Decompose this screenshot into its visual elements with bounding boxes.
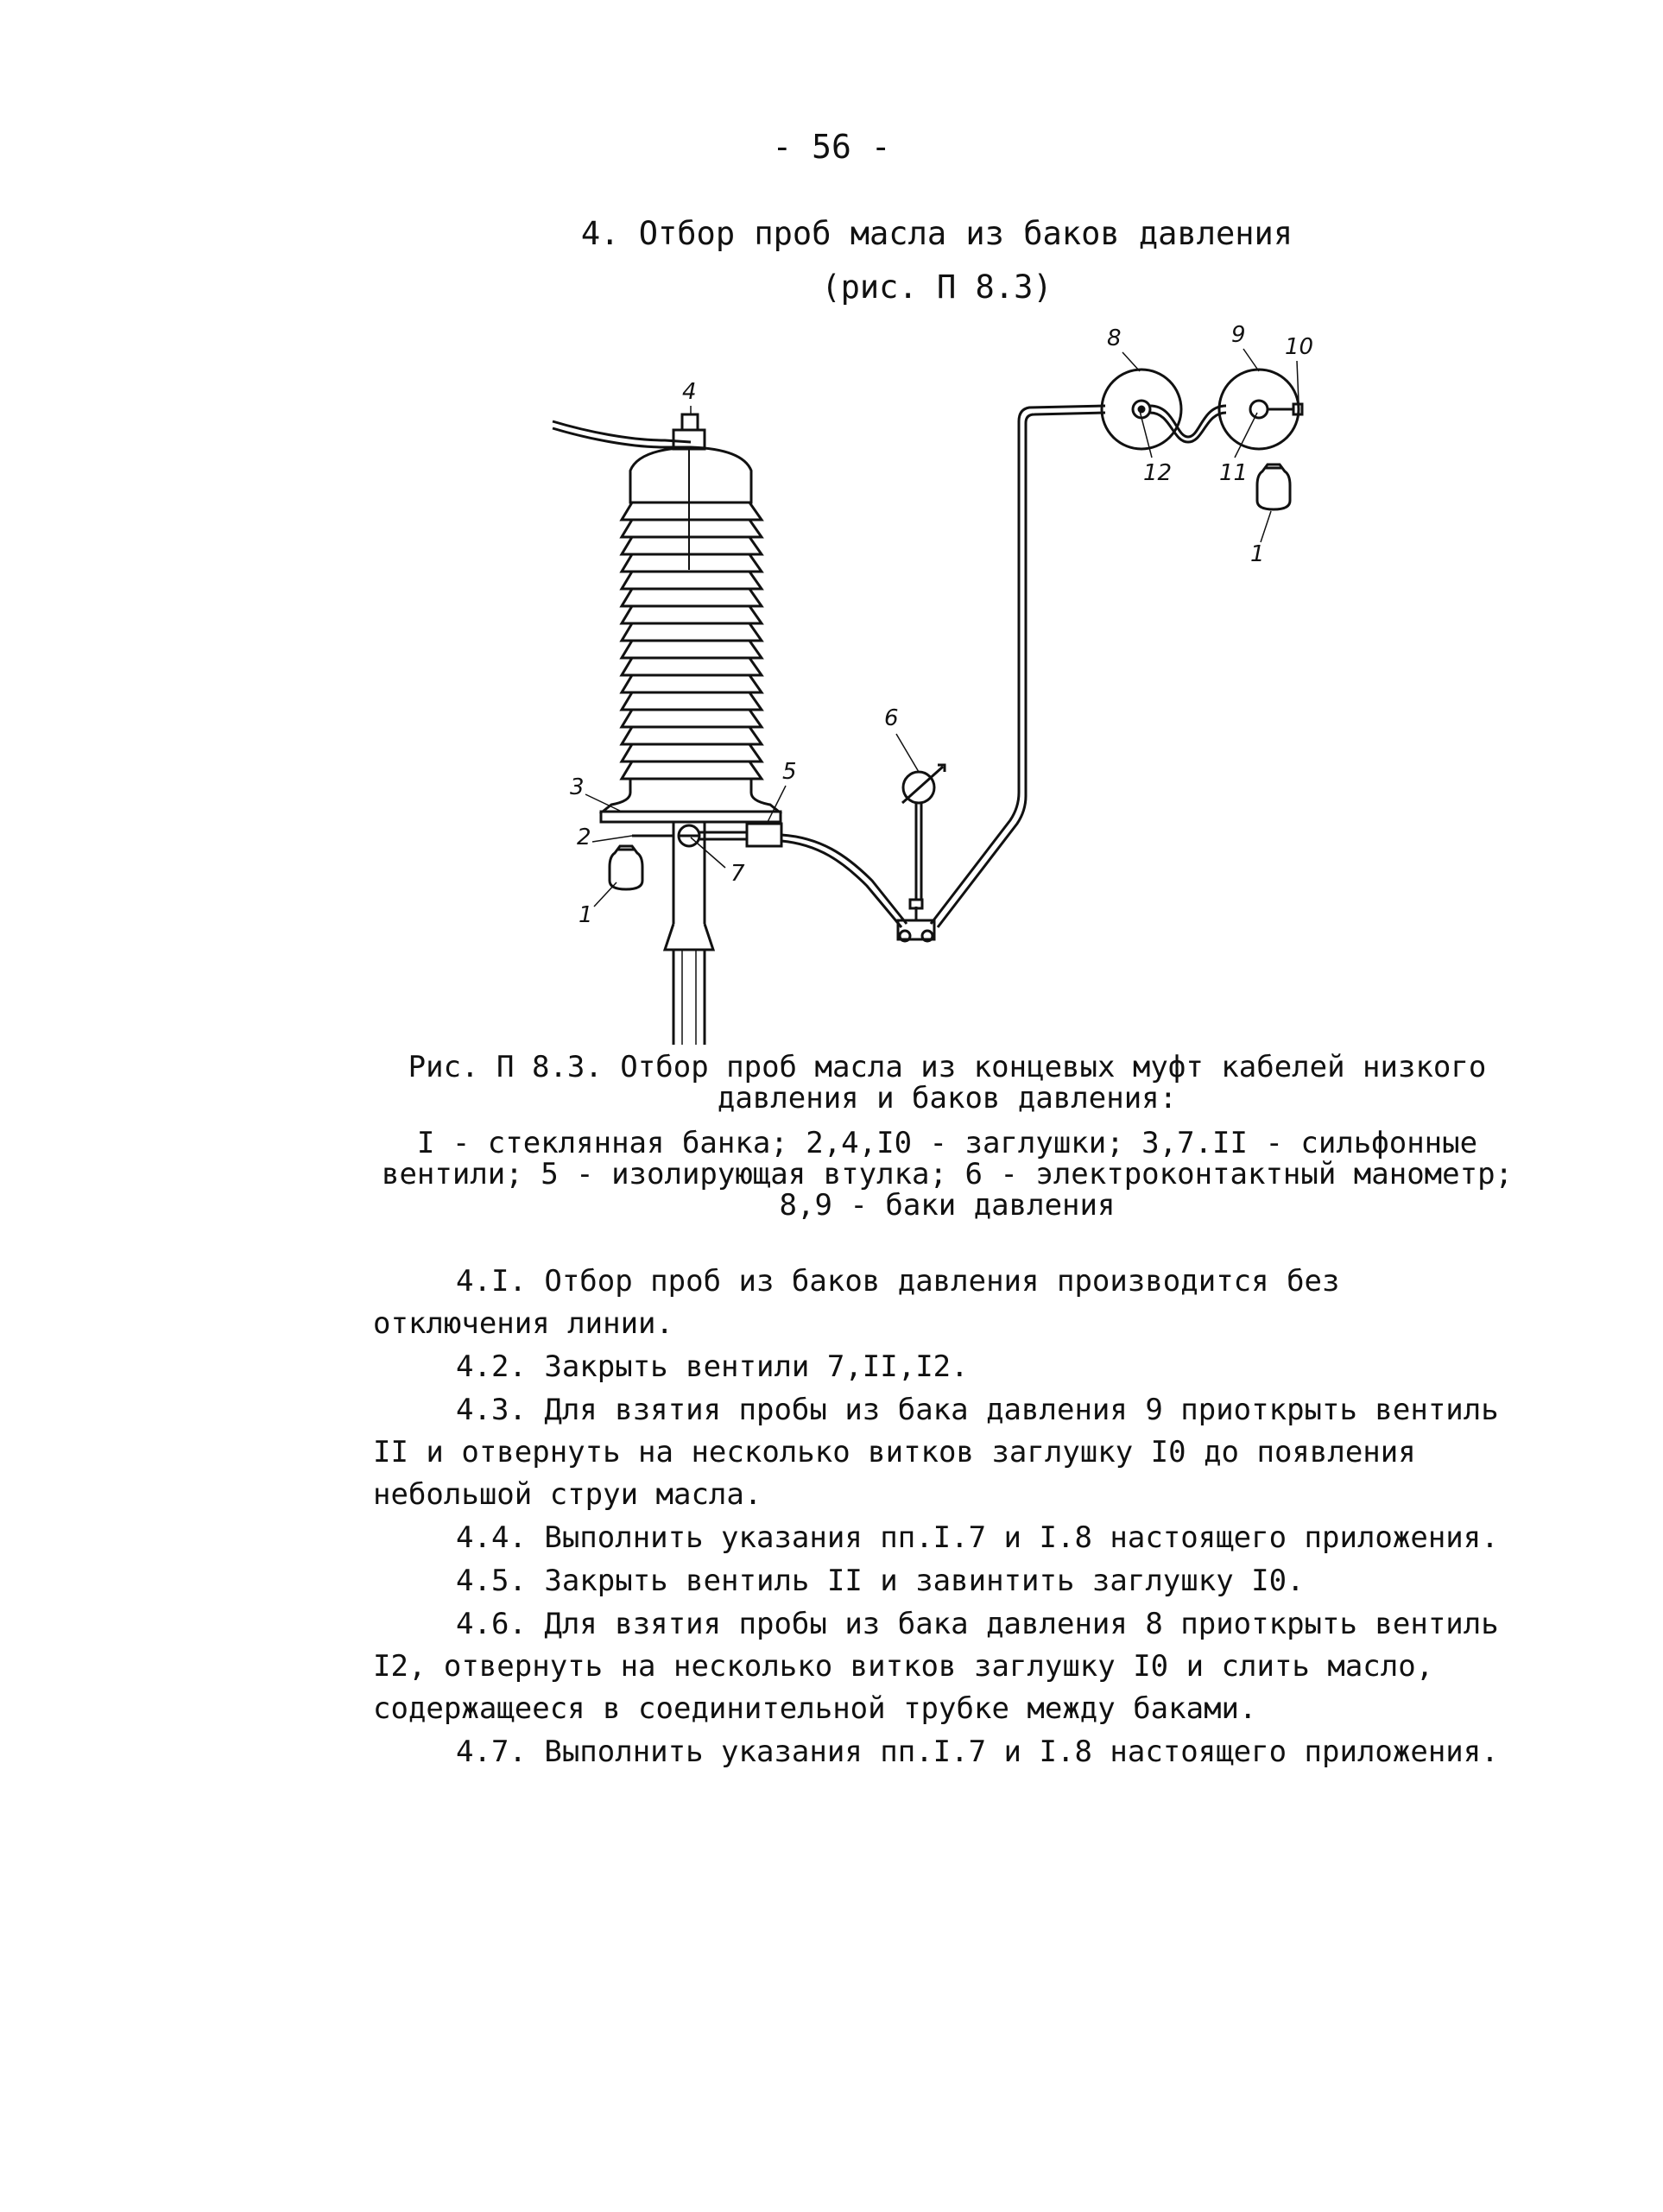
cable-terminal-insulator — [553, 414, 781, 1045]
label-1-right: 1 — [1250, 541, 1265, 567]
section-title — [0, 207, 1663, 314]
pressure-tank-9 — [1219, 370, 1302, 449]
section-title-line1: 4. Отбор проб масла из баков давления — [580, 215, 1293, 252]
caption-legend: I - стеклянная банка; 2,4,I0 - заглушки; 3,7.II - сильфонные вентили; 5 - изолирующая втулка; 6 - электроконтактный манометр; 8,9 - баки давления — [381, 1126, 1514, 1223]
pressure-tank-8 — [1102, 370, 1181, 449]
label-5: 5 — [782, 759, 797, 785]
paragraph-4-1: 4.I. Отбор проб из баков давления производится без отключения линии. — [373, 1264, 1340, 1341]
label-3: 3 — [570, 774, 585, 800]
glass-jar-1-left — [610, 846, 642, 889]
valve-7-and-plug-2 — [632, 825, 747, 846]
label-9: 9 — [1231, 322, 1246, 348]
page-number: - 56 - — [772, 128, 891, 166]
paragraph-4-5: 4.5. Закрыть вентиль II и завинтить заглушку I0. — [456, 1564, 1305, 1598]
glass-jar-1-right — [1257, 465, 1290, 509]
insulating-sleeve-5 — [747, 824, 781, 846]
figure-caption — [373, 1052, 1521, 1221]
manometer-6 — [902, 765, 945, 900]
tee-fitting — [898, 900, 934, 941]
label-10: 10 — [1285, 334, 1314, 360]
label-7: 7 — [730, 861, 745, 887]
caption-title: Рис. П 8.3. Отбор проб масла из концевых муфт кабелей низкого давления и баков давления: — [408, 1050, 1487, 1115]
paragraph-4-3: 4.3. Для взятия пробы из бака давления 9 приоткрыть вентиль II и отвернуть на несколько витков заглушку I0 до появления небольшой струи масла. — [373, 1393, 1499, 1512]
diagram-svg — [535, 319, 1416, 1053]
label-4: 4 — [682, 379, 697, 405]
label-11: 11 — [1219, 460, 1249, 486]
figure-oil-sampling-diagram — [535, 319, 1416, 1053]
label-6: 6 — [884, 705, 899, 731]
paragraph-4-4: 4.4. Выполнить указания пп.I.7 и I.8 настоящего приложения. — [456, 1520, 1499, 1555]
label-12: 12 — [1143, 460, 1173, 486]
paragraph-4-7: 4.7. Выполнить указания пп.I.7 и I.8 настоящего приложения. — [456, 1735, 1499, 1769]
body-text — [373, 1261, 1530, 1774]
section-title-figure-ref: (рис. П 8.3) — [821, 269, 1053, 306]
label-1-left: 1 — [579, 902, 593, 928]
label-2: 2 — [577, 825, 591, 850]
paragraph-4-2: 4.2. Закрыть вентили 7,II,I2. — [456, 1349, 969, 1384]
paragraph-4-6: 4.6. Для взятия пробы из бака давления 8 приоткрыть вентиль I2, отвернуть на несколько витков заглушку I0 и слить масло, содержащееся в соединительной трубке между баками. — [373, 1607, 1499, 1726]
connecting-tube — [1150, 406, 1226, 437]
pipe-to-pressure-tanks — [931, 406, 1105, 924]
label-8: 8 — [1107, 325, 1122, 351]
